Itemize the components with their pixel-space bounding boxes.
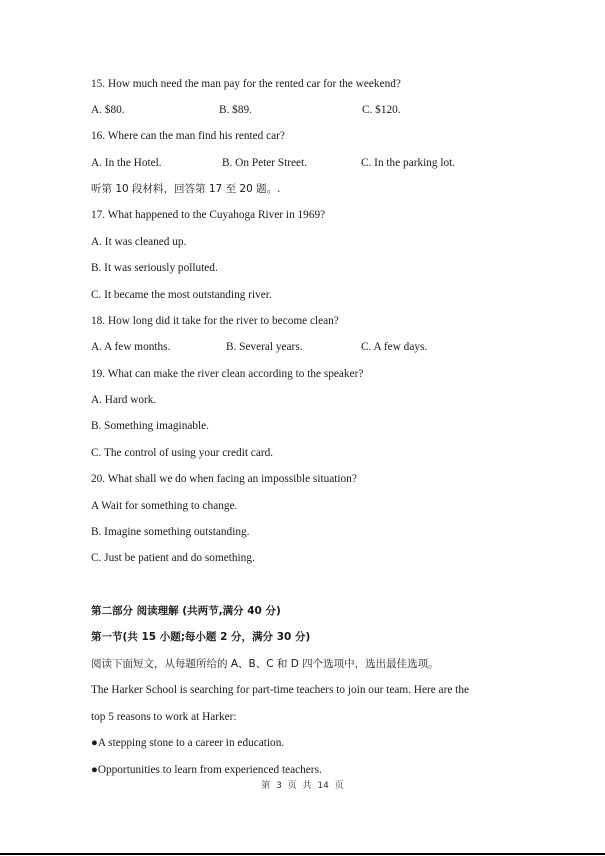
question-18-stem: 18. How long did it take for the river to become clean? [91, 315, 339, 327]
page-number-footer: 第 3 页 共 14 页 [261, 781, 344, 791]
question-16-stem: 16. Where can the man find his rented car? [91, 130, 285, 142]
question-20-stem: 20. What shall we do when facing an impossible situation? [91, 473, 357, 485]
question-17-stem: 17. What happened to the Cuyahoga River in 1969? [91, 209, 326, 221]
passage-bullet-1: ●A stepping stone to a career in education. [91, 737, 285, 749]
question-19-stem: 19. What can make the river clean according to the speaker? [91, 368, 364, 380]
question-16-option-b: B. On Peter Street. [222, 157, 308, 169]
part2-instructions: 阅读下面短文，从每题所给的 A、B、C 和 D 四个选项中，选出最佳选项。 [91, 658, 439, 670]
question-19-option-b: B. Something imaginable. [91, 420, 209, 432]
question-18-option-a: A. A few months. [91, 341, 171, 353]
passage-line-2: top 5 reasons to work at Harker: [91, 711, 237, 723]
question-20-option-a: A Wait for something to change. [91, 500, 238, 512]
listening-section-intro: 听第 10 段材料，回答第 17 至 20 题。. [91, 183, 281, 195]
question-17-option-a: A. It was cleaned up. [91, 236, 187, 248]
question-20-option-c: C. Just be patient and do something. [91, 552, 255, 564]
question-17-option-b: B. It was seriously polluted. [91, 262, 218, 274]
question-17-option-c: C. It became the most outstanding river. [91, 289, 272, 301]
question-15-option-a: A. $80. [91, 104, 125, 116]
question-15-option-b: B. $89. [219, 104, 252, 116]
question-16-option-c: C. In the parking lot. [361, 157, 456, 169]
question-15-option-c: C. $120. [362, 104, 401, 116]
question-16-option-a: A. In the Hotel. [91, 157, 162, 169]
question-18-option-b: B. Several years. [226, 341, 303, 353]
question-18-option-c: C. A few days. [361, 341, 428, 353]
question-19-option-c: C. The control of using your credit card. [91, 447, 274, 459]
passage-bullet-2: ●Opportunities to learn from experienced teachers. [91, 764, 322, 776]
bottom-divider [0, 853, 605, 855]
question-20-option-b: B. Imagine something outstanding. [91, 526, 250, 538]
question-19-option-a: A. Hard work. [91, 394, 157, 406]
part2-heading: 第二部分 阅读理解 (共两节,满分 40 分) [91, 605, 281, 617]
question-15-stem: 15. How much need the man pay for the rented car for the weekend? [91, 78, 401, 90]
part2-section1-heading: 第一节(共 15 小题;每小题 2 分，满分 30 分) [91, 631, 311, 643]
passage-line-1: The Harker School is searching for part-time teachers to join our team. Here are the [91, 684, 469, 696]
